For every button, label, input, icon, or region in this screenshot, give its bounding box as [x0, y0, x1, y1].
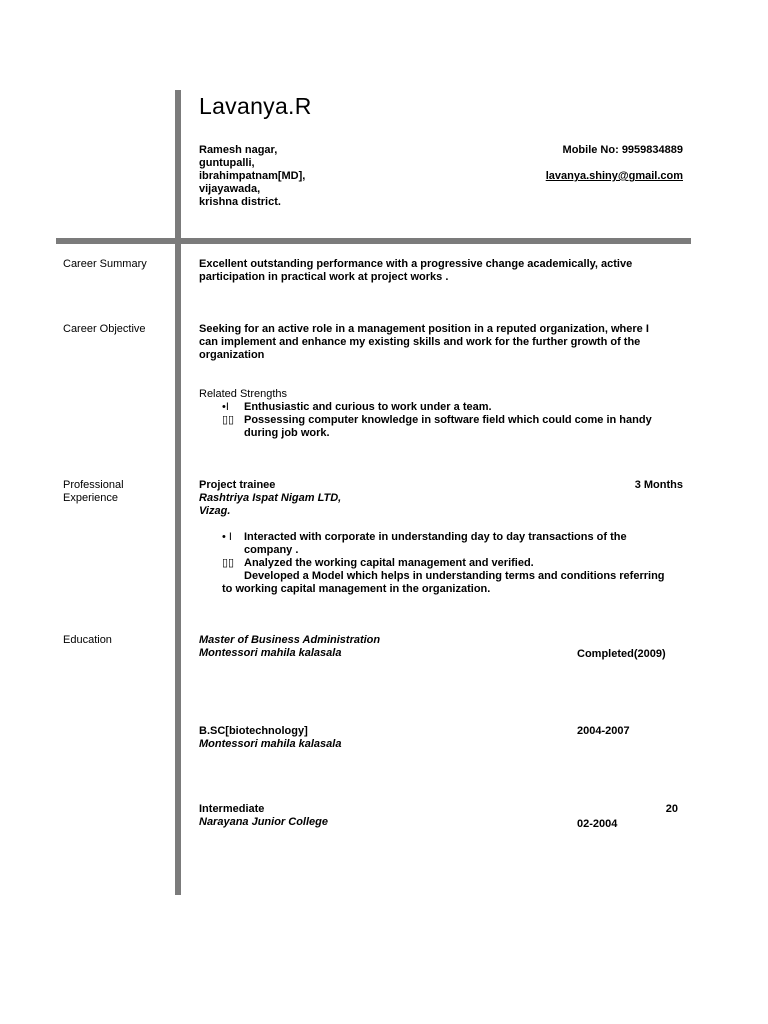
- bullet-icon: • I: [222, 531, 232, 543]
- list-item: [222, 401, 692, 414]
- experience-label: [63, 479, 124, 505]
- address-line: Ramesh nagar,: [199, 144, 278, 156]
- text-line: during job work.: [244, 427, 330, 439]
- text-line: Seeking for an active role in a management position in a reputed organization, where I: [199, 323, 649, 335]
- career-objective-text: [199, 323, 689, 362]
- address-line: ibrahimpatnam[MD],: [199, 170, 306, 182]
- text-line: participation in practical work at project works .: [199, 271, 449, 283]
- mobile-number: Mobile No: 9959834889: [562, 144, 683, 156]
- education-date: Completed(2009): [577, 648, 666, 660]
- contact-block: [546, 144, 683, 183]
- text-line: Possessing computer knowledge in software field which could come in handy: [244, 414, 652, 426]
- address-block: [199, 144, 305, 209]
- bullet-icon: ▯▯: [222, 557, 235, 569]
- email-link[interactable]: lavanya.shiny@gmail.com: [545, 170, 683, 182]
- list-item: [222, 557, 692, 570]
- text-line: organization: [199, 349, 265, 361]
- institution-name: Montessori mahila kalasala: [199, 738, 342, 750]
- institution-name: Narayana Junior College: [199, 816, 328, 828]
- text-line: Interacted with corporate in understanding day to day transactions of the: [244, 531, 627, 543]
- career-objective-label: Career Objective: [63, 323, 146, 335]
- role-title: Project trainee: [199, 479, 276, 491]
- text-line: company .: [244, 544, 299, 556]
- list-item: [222, 414, 692, 440]
- text-line: Enthusiastic and curious to work under a team.: [244, 401, 492, 413]
- education-entry: [199, 803, 559, 829]
- horizontal-divider: [56, 238, 691, 244]
- education-entry: [199, 725, 559, 751]
- bullet-icon: ▯▯: [222, 414, 235, 426]
- degree-name: Master of Business Administration: [199, 634, 381, 646]
- institution-name: Montessori mahila kalasala: [199, 647, 342, 659]
- text-line: Developed a Model which helps in understanding terms and conditions referring: [244, 570, 665, 582]
- candidate-name: Lavanya.R: [199, 93, 312, 119]
- label-line: Professional: [63, 479, 124, 491]
- address-line: guntupalli,: [199, 157, 255, 169]
- text-line: Analyzed the working capital management and verified.: [244, 557, 534, 569]
- list-item: [222, 531, 692, 557]
- education-date: 2004-2007: [577, 725, 630, 737]
- related-strengths-heading: Related Strengths: [199, 388, 288, 400]
- education-entry: [199, 634, 559, 660]
- company-location: Vizag.: [199, 505, 231, 517]
- text-line: to working capital management in the organization.: [222, 583, 491, 595]
- education-date-top: 20: [665, 803, 678, 815]
- experience-block: [199, 479, 689, 518]
- company-name: Rashtriya Ispat Nigam LTD,: [199, 492, 342, 504]
- text-line: can implement and enhance my existing skills and work for the further growth of the: [199, 336, 641, 348]
- strengths-list: [222, 401, 692, 440]
- text-line: Excellent outstanding performance with a progressive change academically, active: [199, 258, 633, 270]
- career-summary-text: [199, 258, 689, 284]
- vertical-divider: [175, 90, 181, 895]
- career-summary-label: Career Summary: [63, 258, 147, 270]
- experience-duration: 3 Months: [634, 479, 683, 491]
- label-line: Experience: [63, 492, 119, 504]
- address-line: krishna district.: [199, 196, 281, 208]
- address-line: vijayawada,: [199, 183, 261, 195]
- degree-name: B.SC[biotechnology]: [199, 725, 308, 737]
- education-date: 02-2004: [577, 818, 618, 830]
- bullet-icon: •I: [222, 401, 229, 413]
- experience-list: [222, 531, 692, 596]
- education-label: Education: [63, 634, 112, 646]
- degree-name: Intermediate: [199, 803, 265, 815]
